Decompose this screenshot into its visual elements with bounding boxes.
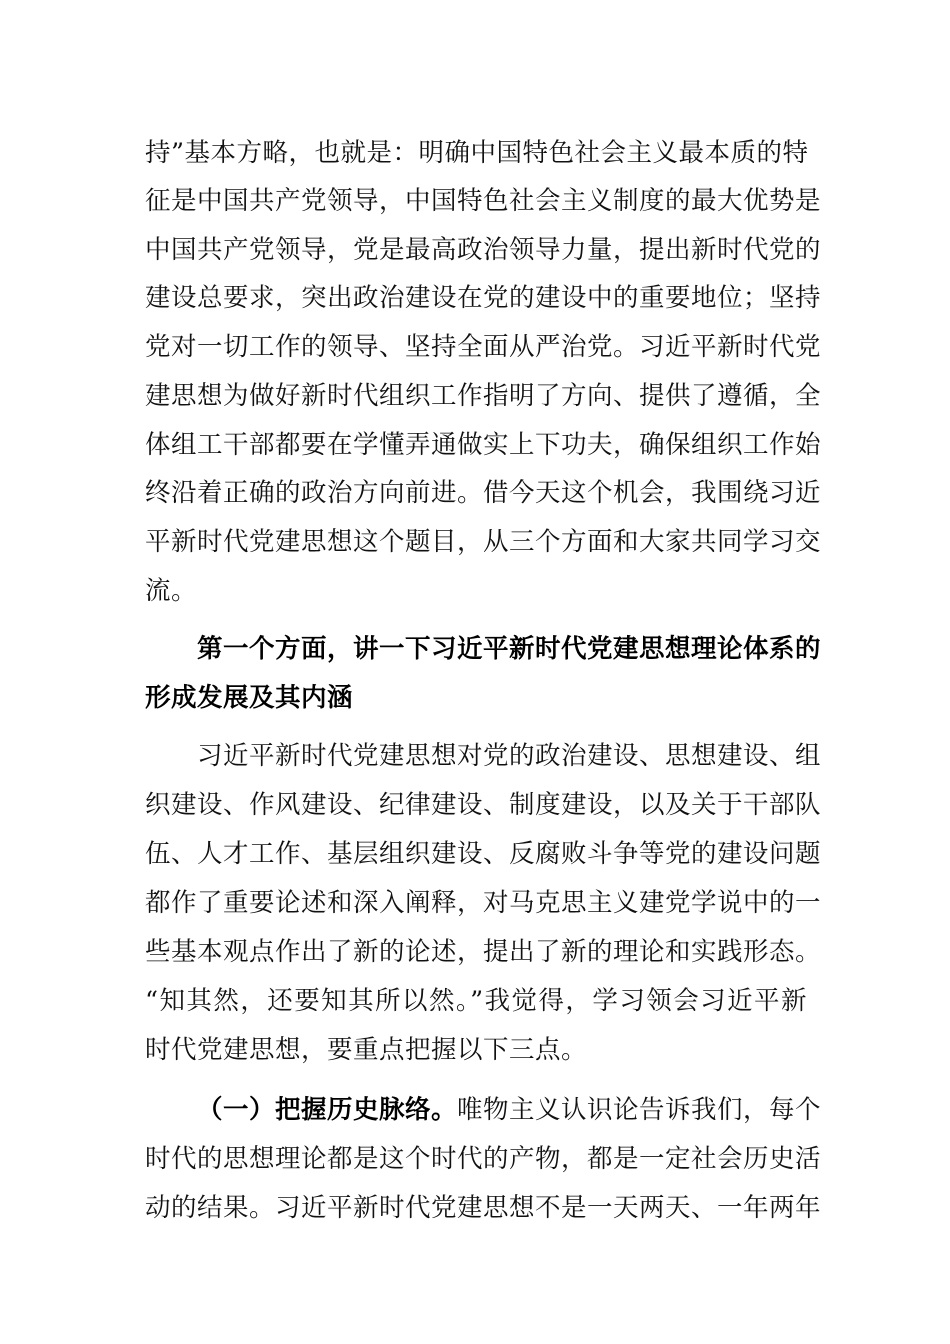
body-text-line: 伍、人才工作、基层组织建设、反腐败斗争等党的建设问题 [145,839,822,869]
body-text-line: 建设总要求，突出政治建设在党的建设中的重要地位；坚持 [145,283,822,313]
body-text-line: 习近平新时代党建思想对党的政治建设、思想建设、组 [197,741,822,771]
body-text-line: 动的结果。习近平新时代党建思想不是一天两天、一年两年 [145,1193,822,1223]
body-text-line: 时代的思想理论都是这个时代的产物，都是一定社会历史活 [145,1144,822,1174]
body-text-span: 唯物主义认识论告诉我们，每个 [457,1095,822,1125]
body-text-line: 织建设、作风建设、纪律建设、制度建设，以及关于干部队 [145,790,822,820]
body-text-line: 时代党建思想，要重点把握以下三点。 [145,1035,588,1065]
body-text-line: 些基本观点作出了新的论述，提出了新的理论和实践形态。 [145,937,822,967]
body-text-line: 党对一切工作的领导、坚持全面从严治党。习近平新时代党 [145,332,822,362]
body-text-line: 建思想为做好新时代组织工作指明了方向、提供了遵循，全 [145,381,822,411]
section-heading: 第一个方面，讲一下习近平新时代党建思想理论体系的 [197,634,822,664]
body-text-line: 终沿着正确的政治方向前进。借今天这个机会，我围绕习近 [145,478,822,508]
body-text-line: 都作了重要论述和深入阐释，对马克思主义建党学说中的一 [145,888,822,918]
body-text-line: 平新时代党建思想这个题目，从三个方面和大家共同学习交 [145,527,822,557]
body-text-line: 征是中国共产党领导，中国特色社会主义制度的最大优势是 [145,186,822,216]
body-text-line: “知其然，还要知其所以然。”我觉得，学习领会习近平新 [145,986,807,1016]
body-text-line-with-lead [197,1086,822,1134]
body-text-line: 流。 [145,576,198,606]
body-text-line: 体组工干部都要在学懂弄通做实上下功夫，确保组织工作始 [145,430,822,460]
body-text-line: 中国共产党领导，党是最高政治领导力量，提出新时代党的 [145,235,822,265]
body-text-line: 持”基本方略，也就是：明确中国特色社会主义最本质的特 [145,138,809,168]
section-heading: 形成发展及其内涵 [145,683,354,713]
subsection-lead: （一）把握历史脉络。 [197,1095,458,1125]
